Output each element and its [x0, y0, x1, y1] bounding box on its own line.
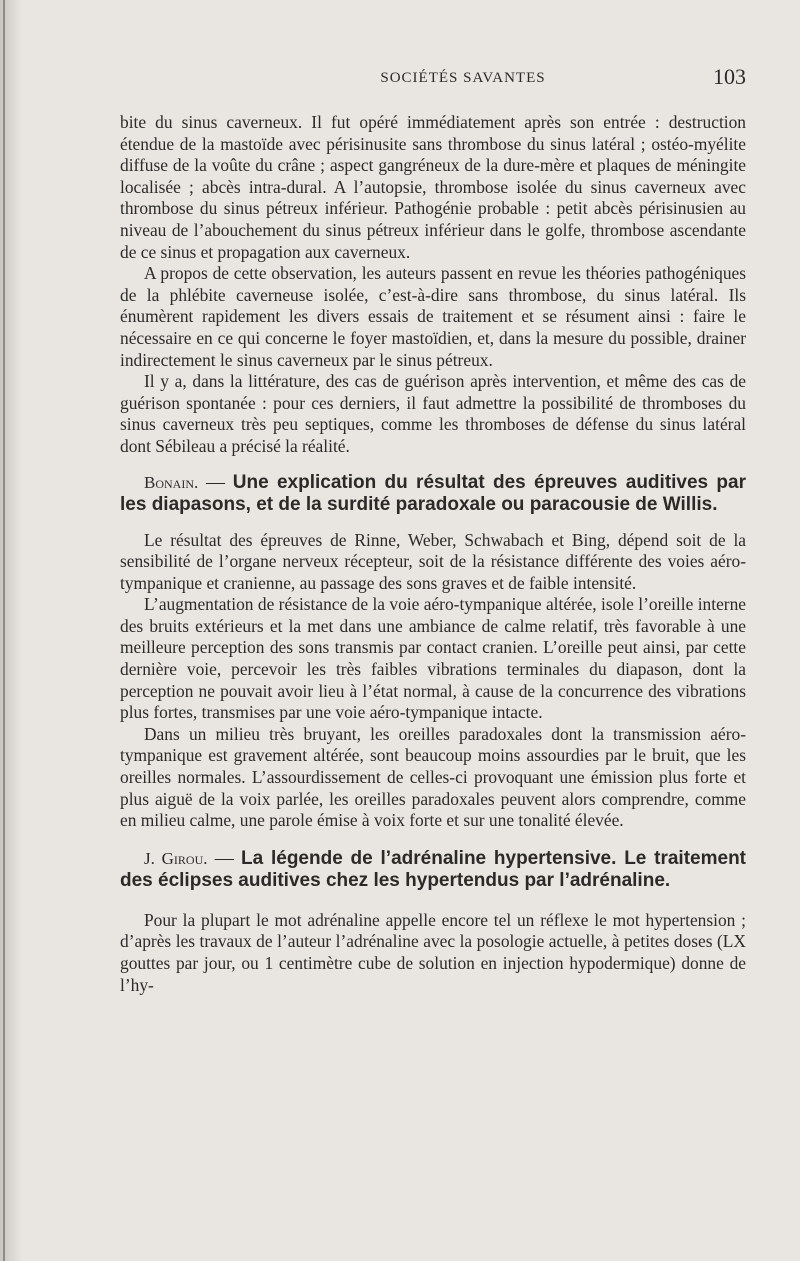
scan-binding-line: [3, 0, 5, 1261]
page: [120, 64, 746, 996]
paragraph-2: A propos de cette observation, les auteurs passent en revue les théories pathogéniques de la phlébite caverneuse isolée, c’est-à-dire sans thrombose, du sinus latéral. Ils énumèrent rapidement les divers essais de traitement et se résument ainsi : faire le nécessaire en ce qui concerne le foyer mastoïdien, et, dans la mesure du possible, drainer indirectement le sinus caverneux par le sinus pétreux.: [120, 263, 746, 370]
section-dash: —: [207, 847, 242, 869]
paragraph-4: Le résultat des épreuves de Rinne, Weber, Schwabach et Bing, dépend soit de la sensibilité de l’organe nerveux récepteur, soit de la résistance différente des voies aéro-tympanique et cranienne, au passage des sons graves et de faible intensité.: [120, 529, 746, 593]
section-heading-girou: [120, 848, 746, 892]
section-title: Une explication du résultat des épreuves auditives par les diapasons, et de la surdité paradoxale ou paracousie de Willis.: [120, 471, 746, 515]
paragraph-3: Il y a, dans la littérature, des cas de guérison après intervention, et même des cas de guérison spontanée : pour ces derniers, il faut admettre la possibilité de thromboses du sinus caverneux très peu septiques, comme les thromboses de défense du sinus latéral dont Sébileau a précisé la réalité.: [120, 371, 746, 456]
paragraph-5: L’augmentation de résistance de la voie aéro-tympanique altérée, isole l’oreille interne des bruits extérieurs et la met dans une ambiance de calme relatif, très favorable à une meilleure perception des sons transmis par contact cranien. L’oreille peut ainsi, par cette dernière voie, percevoir les très faibles vibrations terminales du diapason, dont la perception ne pouvait avoir lieu à l’état normal, à cause de la concurrence des vibrations plus fortes, transmises par une voie aéro-tympanique intacte.: [120, 594, 746, 723]
paragraph-6: Dans un milieu très bruyant, les oreilles paradoxales dont la transmission aéro-tympanique est gravement altérée, sont beaucoup moins assourdies par le bruit, que les oreilles normales. L’assourdissement de celles-ci provoquant une émission plus forte et plus aiguë de la voix parlée, les oreilles paradoxales peuvent alors comprendre, comme en milieu calme, une parole émise à voix forte et sur une tonalité élevée.: [120, 723, 746, 831]
paragraph-7: Pour la plupart le mot adrénaline appelle encore tel un réflexe le mot hypertension ; d’après les travaux de l’auteur l’adrénaline avec la posologie actuelle, à petites doses (LX gouttes par jour, ou 1 centimètre cube de solution en injection hypodermique) donne de l’hy-: [120, 909, 746, 995]
page-number: 103: [713, 64, 746, 89]
section-author: J. Girou.: [144, 848, 208, 868]
section-dash: —: [198, 471, 233, 493]
section-heading-bonain: [120, 472, 746, 516]
running-title: SOCIÉTÉS SAVANTES: [380, 70, 546, 86]
paragraph-1: bite du sinus caverneux. Il fut opéré immédiatement après son entrée : destruction étendue de la mastoïde avec périsinusite sans thrombose du sinus latéral ; ostéo-myélite diffuse de la voûte du crâne ; aspect gangréneux de la dure-mère et plaques de méningite localisée ; abcès intra-dural. A l’autopsie, thrombose isolée du sinus caverneux avec thrombose du sinus pétreux inférieur. Pathogénie probable : petit abcès périsinusien au niveau de l’abouchement du sinus pétreux inférieur dans le golfe, thrombose ascendante de ce sinus et propagation aux caverneux.: [120, 112, 746, 262]
section-title: La légende de l’adrénaline hypertensive. Le traitement des éclipses auditives chez les hypertendus par l’adrénaline.: [120, 847, 747, 891]
running-head: [120, 64, 746, 94]
body-text: [120, 112, 746, 996]
section-author: Bonain.: [144, 472, 199, 492]
